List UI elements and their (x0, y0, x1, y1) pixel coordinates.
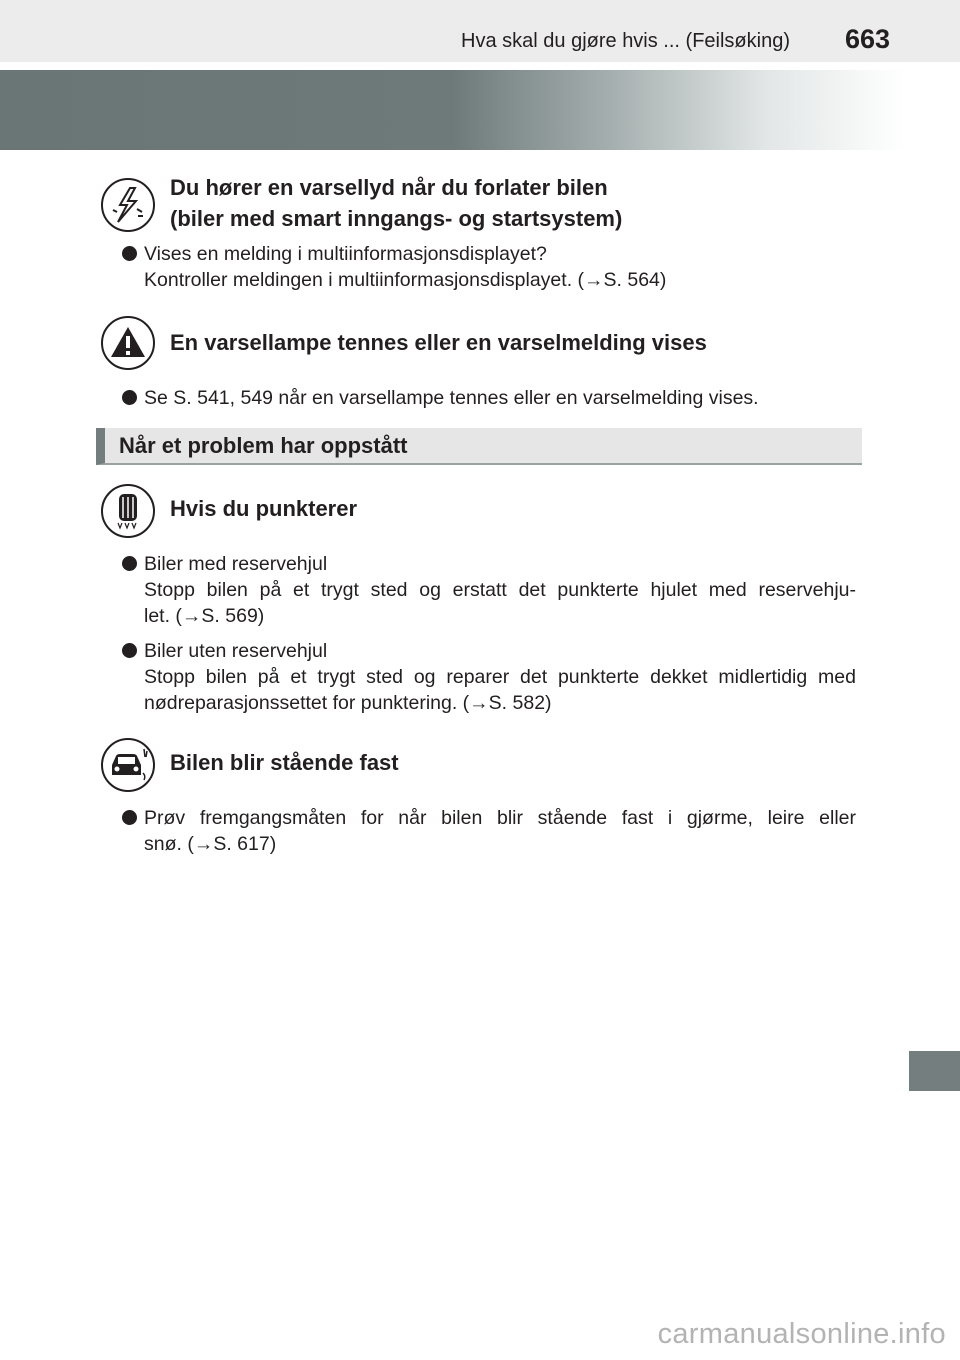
tire-icon (101, 484, 155, 538)
paragraph-stuck (144, 805, 856, 857)
text-line: Biler uten reservehjul (144, 640, 328, 662)
page-number: 663 (845, 24, 891, 54)
bullet-icon (122, 556, 137, 571)
heading-warning-sound (170, 172, 622, 234)
text-line: nødreparasjonssettet for punktering. (→S. 582) (144, 692, 552, 714)
heading-warning-light: En varsellampe tennes eller en varselmelding vises (170, 330, 707, 355)
stuck-car-icon (101, 738, 155, 792)
heading-line: Du hører en varsellyd når du forlater bilen (170, 175, 608, 200)
text-line: let. (→S. 569) (144, 605, 265, 627)
text-line: Vises en melding i multiinformasjonsdisplayet? (144, 243, 547, 265)
section-bar (96, 428, 862, 465)
text-line: Biler med reservehjul (144, 553, 328, 575)
header-banner (0, 70, 905, 150)
bullet-icon (122, 246, 137, 261)
heading-stuck: Bilen blir stående fast (170, 750, 399, 775)
warning-sound-icon (101, 178, 155, 232)
bullet-icon (122, 390, 137, 405)
text-line: Stopp bilen på et trygt sted og reparer det punkterte dekket midlertidig med (144, 666, 856, 688)
bullet-icon (122, 643, 137, 658)
text-line: snø. (→S. 617) (144, 833, 277, 855)
paragraph-warning-light (144, 385, 856, 411)
text-line: Stopp bilen på et trygt sted og erstatt det punkterte hjulet med reservehju- (144, 579, 856, 601)
chapter-side-tab (909, 1051, 960, 1091)
heading-line: (biler med smart inngangs- og startsystem) (170, 206, 623, 231)
header-title: Hva skal du gjøre hvis ... (Feilsøking) (461, 30, 790, 52)
text-line: Kontroller meldingen i multiinformasjonsdisplayet. (→S. 564) (144, 269, 667, 291)
paragraph-no-spare-wheel (144, 638, 856, 716)
paragraph-spare-wheel (144, 551, 856, 629)
heading-flat-tire: Hvis du punkterer (170, 496, 358, 521)
bullet-icon (122, 810, 137, 825)
section-title: Når et problem har oppstått (119, 433, 408, 458)
watermark: carmanualsonline.info (657, 1318, 946, 1350)
paragraph-warning-sound (144, 241, 856, 293)
text-line: Prøv fremgangsmåten for når bilen blir stående fast i gjørme, leire eller (144, 807, 856, 829)
text-line: Se S. 541, 549 når en varsellampe tennes eller en varselmelding vises. (144, 387, 759, 409)
exclamation-icon (101, 316, 155, 370)
